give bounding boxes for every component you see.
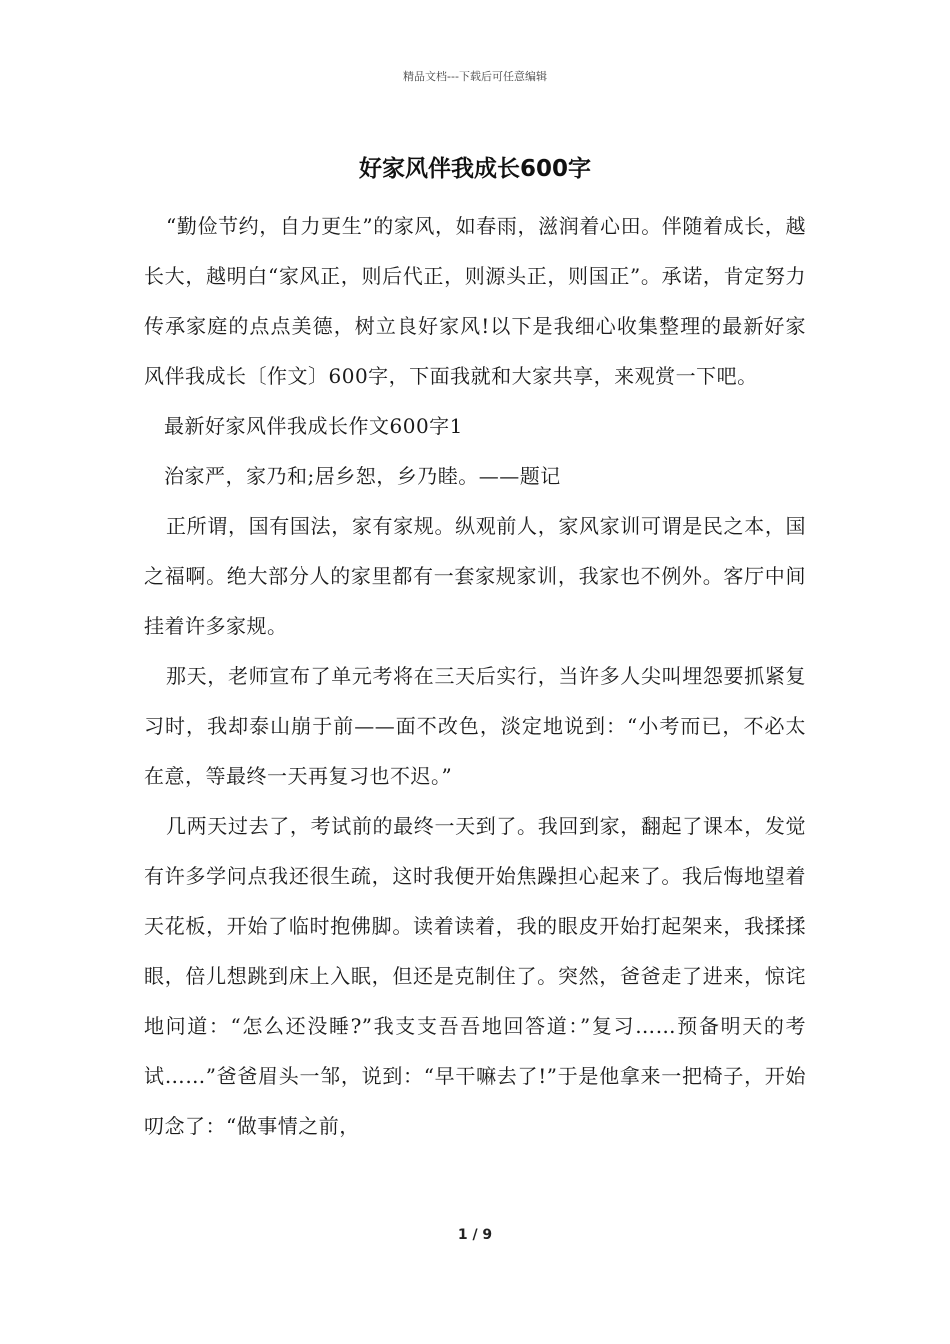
page-header: 精品文档---下载后可任意编辑	[403, 70, 547, 83]
section-heading: 最新好家风伴我成长作文600字1	[164, 414, 463, 438]
page-number: 1 / 9	[457, 1227, 493, 1243]
document-title: 好家风伴我成长600字	[358, 156, 591, 182]
body-paragraph: 几两天过去了，考试前的最终一天到了。我回到家，翻起了课本，发觉有许多学问点我还很生疏，这时我便开始焦躁担心起来了。我后悔地望着天花板，开始了临时抱佛脚。读着读着，我的眼皮开始打起架来，我揉揉眼，倍儿想跳到床上入眠，但还是克制住了。突然，爸爸走了进来，惊诧地问道：“怎么还没睡?”我支支吾吾地回答道：”复习……预备明天的考试……”爸爸眉头一邹，说到：“早干嘛去了!”于是他拿来一把椅子，开始叨念了：“做事情之前，	[144, 814, 806, 1138]
epigraph-paragraph: 治家严，家乃和;居乡恕，乡乃睦。——题记	[164, 464, 561, 488]
intro-paragraph: “勤俭节约，自力更生”的家风，如春雨，滋润着心田。伴随着成长，越长大，越明白“家风正，则后代正，则源头正，则国正”。承诺，肯定努力传承家庭的点点美德，树立良好家风!以下是我细心收集整理的最新好家风伴我成长〔作文〕600字，下面我就和大家共享，来观赏一下吧。	[144, 214, 806, 388]
body-paragraph: 那天，老师宣布了单元考将在三天后实行，当许多人尖叫埋怨要抓紧复习时，我却泰山崩于前——面不改色，淡定地说到：“小考而已，不必太在意，等最终一天再复习也不迟。”	[144, 664, 806, 788]
body-paragraph: 正所谓，国有国法，家有家规。纵观前人，家风家训可谓是民之本，国之福啊。绝大部分人的家里都有一套家规家训，我家也不例外。客厅中间挂着许多家规。	[144, 514, 806, 638]
document-body	[144, 201, 806, 1151]
